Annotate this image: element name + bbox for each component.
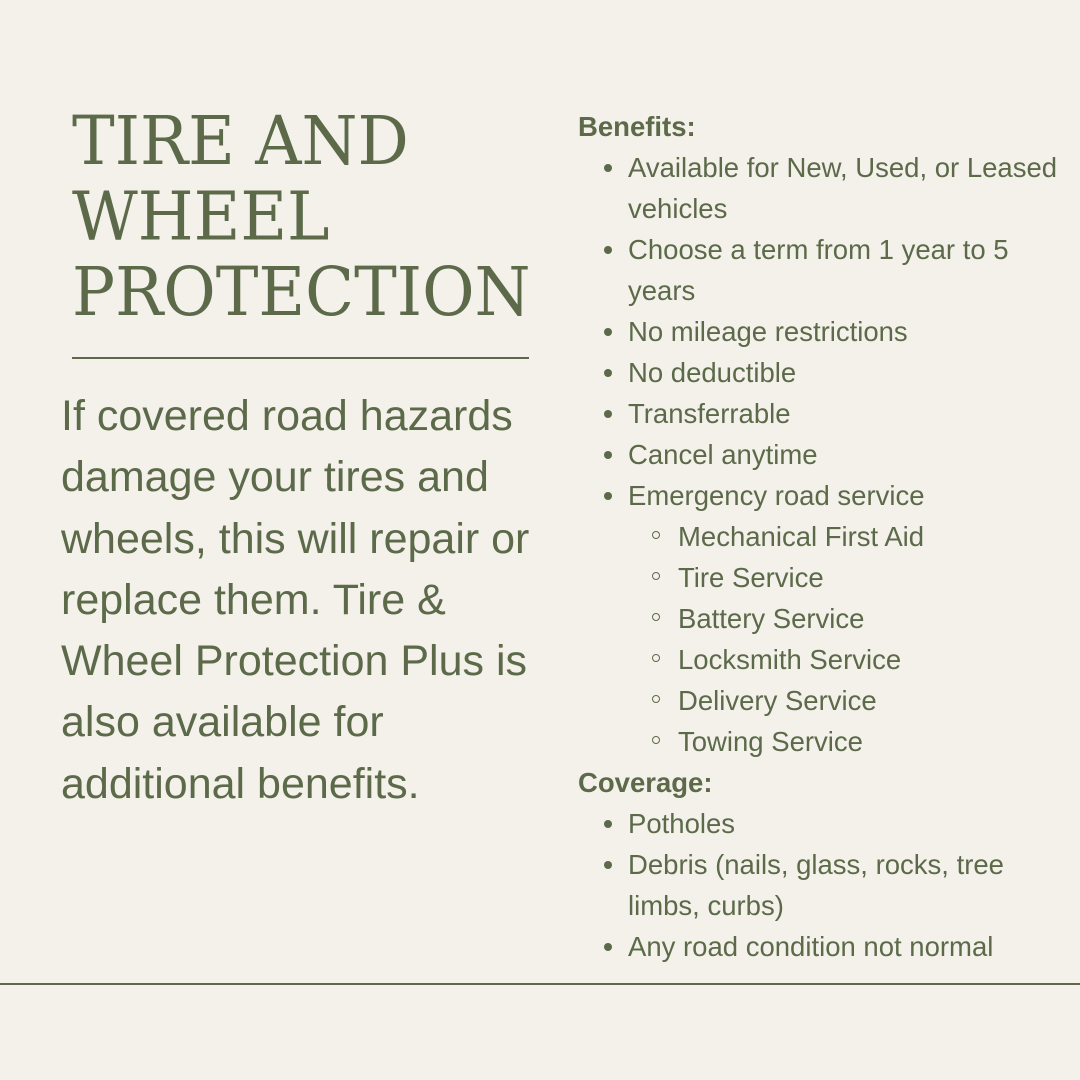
- coverage-heading: Coverage:: [578, 767, 713, 798]
- benefit-item: Cancel anytime: [628, 434, 1058, 475]
- title-line-1: TIRE AND: [72, 102, 409, 181]
- benefit-item: No mileage restrictions: [628, 311, 1058, 352]
- bottom-divider: [0, 983, 1080, 985]
- coverage-item: Debris (nails, glass, rocks, tree limbs, curbs): [628, 844, 1058, 926]
- road-service-item: Mechanical First Aid: [678, 516, 1058, 557]
- benefit-item: Transferrable: [628, 393, 1058, 434]
- benefit-item: Available for New, Used, or Leased vehicles: [628, 147, 1058, 229]
- title-line-3: PROTECTION: [72, 254, 531, 332]
- details-column: [578, 106, 1058, 967]
- benefit-item: Choose a term from 1 year to 5 years: [628, 229, 1058, 311]
- coverage-list: [578, 803, 1058, 967]
- coverage-item: Any road condition not normal: [628, 926, 1058, 967]
- benefits-list: [578, 147, 1058, 762]
- coverage-item: Potholes: [628, 803, 1058, 844]
- benefits-heading: Benefits:: [578, 111, 696, 142]
- road-service-item: Locksmith Service: [678, 639, 1058, 680]
- road-service-item: Tire Service: [678, 557, 1058, 598]
- road-service-item: Battery Service: [678, 598, 1058, 639]
- intro-paragraph: If covered road hazards damage your tires and wheels, this will repair or replace them. Tire & Wheel Protection Plus is also available for additional benefits.: [61, 392, 530, 808]
- road-service-item: Delivery Service: [678, 680, 1058, 721]
- benefit-item-road-service: [628, 475, 1058, 762]
- page-title: [72, 104, 552, 331]
- benefit-item-label: Emergency road service: [628, 480, 925, 511]
- benefit-item: No deductible: [628, 352, 1058, 393]
- title-divider: [72, 357, 529, 359]
- road-service-list: [628, 516, 1058, 762]
- title-line-2: WHEEL: [72, 178, 330, 257]
- road-service-item: Towing Service: [678, 721, 1058, 762]
